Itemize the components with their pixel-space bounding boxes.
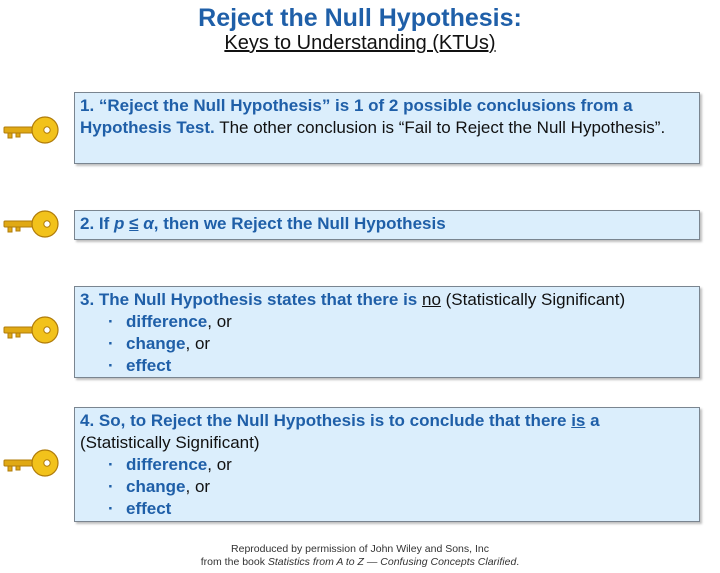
ktu-box-3: [74, 286, 700, 378]
ktu4-tail-line: (Statistically Significant): [80, 433, 260, 452]
list-item: [108, 355, 693, 377]
ktu2-prefix: 2. If: [80, 214, 115, 233]
ktu2-p-symbol: p: [114, 214, 125, 233]
list-item: [108, 498, 693, 520]
ktu4-lead-line: [80, 410, 693, 432]
ktu-box-2: [74, 210, 700, 240]
attribution-footer: [0, 543, 720, 569]
ktu1-bold-text: 1. “Reject the Null Hypothesis” is 1 of 2 possible conclusions from a Hypothesis Test.: [80, 96, 633, 137]
bullet-term: effect: [126, 499, 172, 518]
bullet-rest: , or: [207, 312, 232, 331]
bullet-term: effect: [126, 356, 172, 375]
bullet-dot: ·: [108, 356, 114, 375]
ktu-box-1: [74, 92, 700, 164]
key-icon: [2, 114, 60, 146]
bullet-dot: ·: [108, 334, 114, 353]
attribution-line-1: Reproduced by permission of John Wiley and Sons, Inc: [231, 543, 489, 555]
list-item: [108, 311, 693, 333]
ktu2-le-symbol: ≤: [129, 214, 139, 233]
ktu2-text: [80, 214, 446, 233]
page-subtitle: Keys to Understanding (KTUs): [224, 32, 496, 54]
ktu3-emph: no: [421, 290, 441, 309]
ktu4-emph: is: [571, 411, 586, 430]
bullet-term: change: [126, 477, 186, 496]
attribution-suffix: .: [516, 556, 520, 568]
ktu4-lead: 4. So, to Reject the Null Hypothesis is to conclude that there: [80, 411, 572, 430]
ktu3-lead: 3. The Null Hypothesis states that there is: [80, 290, 422, 309]
attribution-line-2: [0, 556, 720, 569]
list-item: [108, 454, 693, 476]
list-item: [108, 476, 693, 498]
bullet-rest: , or: [185, 477, 211, 496]
page-title: Reject the Null Hypothesis:: [198, 4, 522, 32]
key-icon: [2, 447, 60, 479]
bullet-term: change: [126, 334, 186, 353]
ktu4-bullet-list: [80, 454, 693, 520]
bullet-term: difference: [126, 455, 208, 474]
bullet-dot: ·: [108, 499, 114, 518]
ktu4-lead2: a: [585, 411, 600, 430]
bullet-term: difference: [126, 312, 208, 331]
ktu3-lead-line: [80, 289, 693, 311]
list-item: [108, 333, 693, 355]
bullet-dot: ·: [108, 477, 114, 496]
ktu2-alpha-symbol: α: [143, 214, 154, 233]
ktu3-bullet-list: [80, 311, 693, 377]
bullet-rest: , or: [185, 334, 211, 353]
attribution-prefix: from the book: [200, 556, 268, 568]
ktu-box-4: [74, 407, 700, 522]
key-icon: [2, 314, 60, 346]
book-title: Statistics from A to Z — Confusing Concepts Clarified: [267, 556, 517, 568]
bullet-dot: ·: [108, 455, 114, 474]
key-icon: [2, 208, 60, 240]
bullet-dot: ·: [108, 312, 114, 331]
ktu3-tail: (Statistically Significant): [440, 290, 626, 309]
ktu1-plain-text: The other conclusion is “Fail to Reject the Null Hypothesis”.: [214, 118, 666, 137]
ktu2-suffix: , then we Reject the Null Hypothesis: [153, 214, 446, 233]
bullet-rest: , or: [207, 455, 232, 474]
